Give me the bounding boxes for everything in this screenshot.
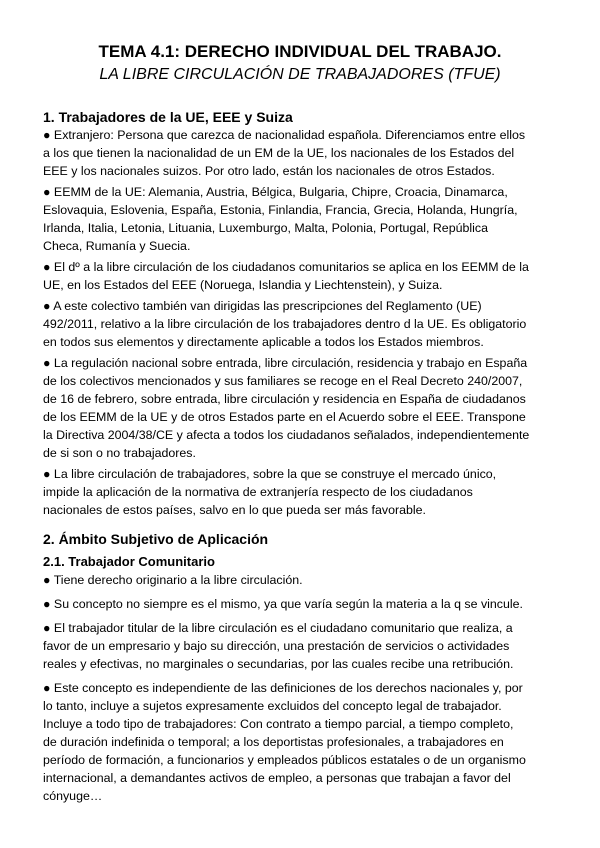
text-line: de los colectivos mencionados y sus familiares se recoge en el Real Decreto 240/2007,: [43, 374, 523, 388]
section-1: [43, 108, 529, 519]
section-2-heading: 2. Ámbito Subjetivo de Aplicación: [43, 531, 269, 547]
text-line: reales y efectivas, no marginales o secundarias, por las cuales recibe una retribución.: [43, 657, 514, 671]
text-line: ● A este colectivo también van dirigidas las prescripciones del Reglamento (UE): [43, 299, 482, 313]
text-line: UE, en los Estados del EEE (Noruega, Islandia y Liechtenstein), y Suiza.: [43, 278, 443, 292]
text-line: 492/2011, relativo a la libre circulación de los trabajadores dentro d la UE. Es obligatorio: [43, 317, 527, 331]
bullet-paragraph: [43, 183, 529, 255]
text-line: nacionales de estos países, salvo en lo que pueda ser más favorable.: [43, 503, 426, 517]
document-title: TEMA 4.1: DERECHO INDIVIDUAL DEL TRABAJO.: [98, 42, 502, 61]
text-line: cónyuge…: [43, 789, 103, 803]
text-line: ● Tiene derecho originario a la libre circulación.: [43, 573, 303, 587]
text-line: EEE y los nacionales suizos. Por otro lado, están los nacionales de otros Estados.: [43, 164, 495, 178]
text-line: favor de un empresario y bajo su dirección, una prestación de servicios o actividades: [43, 639, 510, 653]
text-line: Checa, Rumanía y Suecia.: [43, 239, 191, 253]
text-line: ● La libre circulación de trabajadores, sobre la que se construye el mercado único,: [43, 467, 497, 481]
bullet-paragraph: [43, 354, 529, 462]
text-line: impide la aplicación de la normativa de extranjería respecto de los ciudadanos: [43, 485, 473, 499]
text-line: período de formación, a funcionarios y empleados públicos estatales o de un organismo: [43, 753, 526, 767]
text-line: ● La regulación nacional sobre entrada, libre circulación, residencia y trabajo en España: [43, 356, 528, 370]
bullet-paragraph: [43, 258, 529, 294]
text-line: ● EEMM de la UE: Alemania, Austria, Bélgica, Bulgaria, Chipre, Croacia, Dinamarca,: [43, 185, 508, 199]
bullet-paragraph: [43, 571, 526, 589]
text-line: de si son o no trabajadores.: [43, 446, 196, 460]
text-line: Irlanda, Italia, Letonia, Lituania, Luxemburgo, Malta, Polonia, Portugal, República: [43, 221, 488, 235]
text-line: internacional, a demandantes activos de empleo, a personas que trabajan a favor del: [43, 771, 511, 785]
bullet-paragraph: [43, 465, 529, 519]
text-line: ● El dº a la libre circulación de los ciudadanos comunitarios se aplica en los EEMM de la: [43, 260, 529, 274]
bullet-paragraph: [43, 297, 529, 351]
text-line: en todos sus elementos y directamente aplicable a todos los Estados miembros.: [43, 335, 484, 349]
section-2-1-heading: 2.1. Trabajador Comunitario: [43, 554, 215, 569]
text-line: ● Este concepto es independiente de las definiciones de los derechos nacionales y, por: [43, 681, 523, 695]
text-line: la Directiva 2004/38/CE y afecta a todos los ciudadanos señalados, independientemente: [43, 428, 530, 442]
text-line: de 16 de febrero, sobre entrada, libre circulación y residencia en España de ciudadanos: [43, 392, 526, 406]
text-line: de los EEMM de la UE y de otros Estados parte en el Acuerdo sobre el EEE. Transpone: [43, 410, 526, 424]
bullet-paragraph: [43, 126, 529, 180]
bullet-paragraph: [43, 595, 526, 613]
text-line: a los que tienen la nacionalidad de un EM de la UE, los nacionales de los Estados del: [43, 146, 515, 160]
text-line: Eslovaquia, Eslovenia, España, Estonia, Finlandia, Francia, Grecia, Holanda, Hungría,: [43, 203, 518, 217]
section-2: [43, 530, 526, 805]
bullet-paragraph: [43, 619, 526, 673]
text-line: Incluye a todo tipo de trabajadores: Con contrato a tiempo parcial, a tiempo completo,: [43, 717, 514, 731]
document-subtitle: LA LIBRE CIRCULACIÓN DE TRABAJADORES (TFUE): [99, 66, 501, 83]
text-line: lo tanto, incluye a sujetos expresamente excluidos del concepto legal de trabajador.: [43, 699, 502, 713]
section-1-heading: 1. Trabajadores de la UE, EEE y Suiza: [43, 109, 293, 125]
text-line: ● El trabajador titular de la libre circulación es el ciudadano comunitario que realiza, a: [43, 621, 513, 635]
text-line: ● Extranjero: Persona que carezca de nacionalidad española. Diferenciamos entre ellos: [43, 128, 526, 142]
bullet-paragraph: [43, 679, 526, 805]
text-line: ● Su concepto no siempre es el mismo, ya que varía según la materia a la q se vincule.: [43, 597, 523, 611]
text-line: de duración indefinida o temporal; a los deportistas profesionales, a trabajadores en: [43, 735, 504, 749]
